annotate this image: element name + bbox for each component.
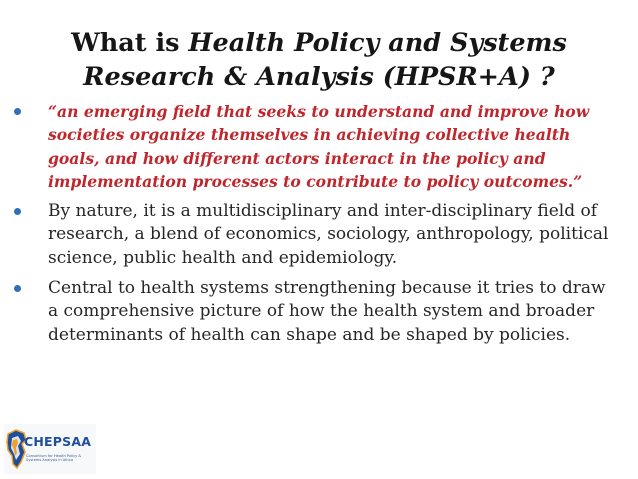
slide-title-italic: Health Policy and Systems Research & Analysis (HPSR+A) ? bbox=[83, 28, 567, 92]
africa-map-icon bbox=[4, 424, 96, 474]
bullet-dot-icon bbox=[14, 108, 21, 115]
chepsaa-logo bbox=[4, 424, 96, 474]
logo-brand: CHEPSAA bbox=[24, 434, 92, 449]
bullet-item-definition bbox=[12, 100, 617, 193]
bullet-dot-icon bbox=[14, 208, 21, 215]
bullet-text: “an emerging field that seeks to understand and improve how societies organize themselves in achieving collective health goals, and how different actors interact in the policy and implementation processes to contribute to policy outcomes.” bbox=[48, 102, 590, 191]
bullet-list bbox=[12, 100, 617, 354]
logo-tagline: Consortium for Health Policy & Systems Analysis in Africa bbox=[26, 454, 82, 463]
bullet-item-central bbox=[12, 277, 617, 347]
bullet-text: Central to health systems strengthening because it tries to draw a comprehensive picture of how the health system and broader determinants of health can shape and be shaped by policies. bbox=[48, 278, 606, 345]
bullet-text: By nature, it is a multidisciplinary and inter-disciplinary field of research, a blend of economics, sociology, anthropology, political science, public health and epidemiology. bbox=[48, 201, 609, 268]
slide-title-plain: What is bbox=[71, 28, 189, 58]
bullet-dot-icon bbox=[14, 285, 21, 292]
bullet-item-nature bbox=[12, 200, 617, 270]
slide-title bbox=[20, 26, 618, 94]
